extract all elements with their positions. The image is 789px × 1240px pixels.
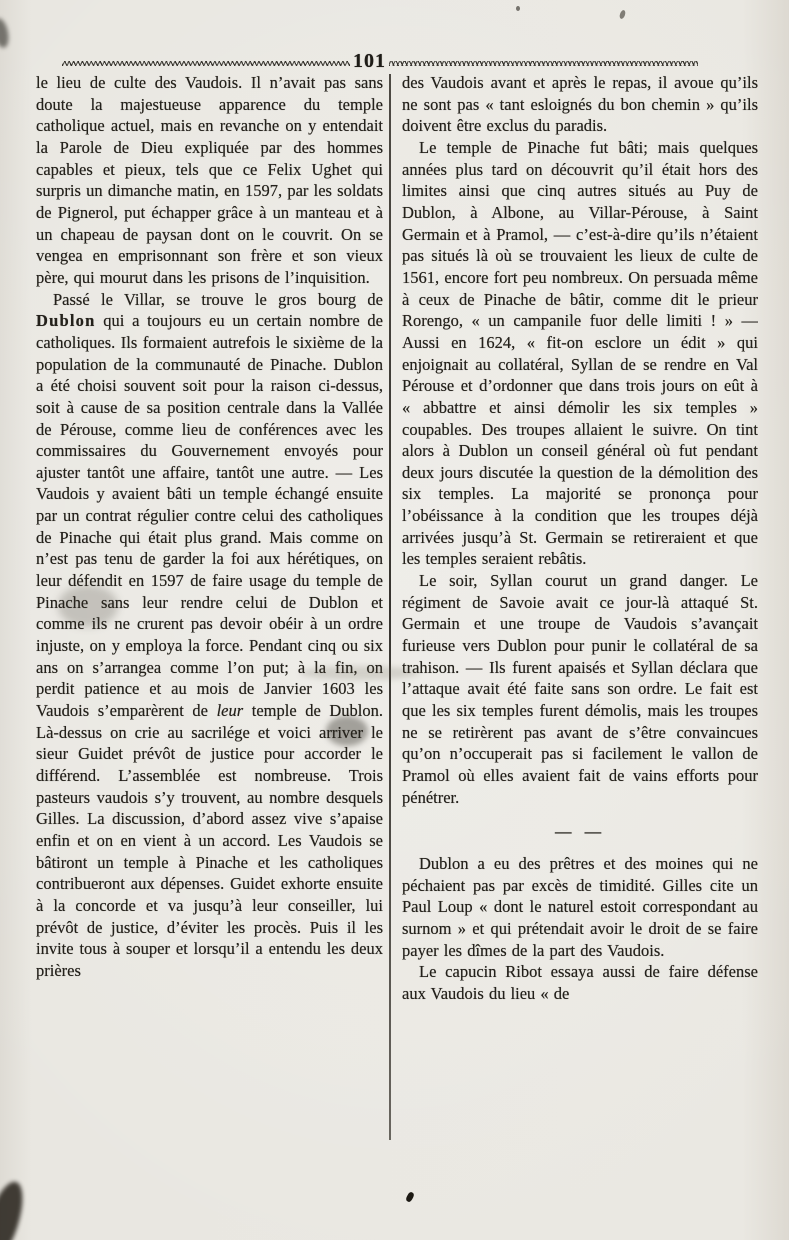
wavy-rule-left — [62, 61, 350, 66]
text-segment: temple de Dublon. Là-dessus on crie au sacrilége et voici arriver le sieur Guidet prévôt de justice pour accorder le différend. L’assemblée est nombreuse. Trois pasteurs vaudois s’y trouvent, au nombre desquels Gilles. La discussion, d’abord assez vive s’apaise enfin et on en vient à un accord. Les Vaudois se bâtiront un temple à Pinache et les catholiques contribueront aux dépenses. Guidet exhorte ensuite à la concorde et va jusqu’à leur conseiller, lui prévôt de justice, d’éviter les procès. Puis il les invite tous à souper et lorsqu’il a entendu les deux prières — [36, 701, 383, 980]
scan-corner-artifact — [0, 1177, 30, 1240]
text-segment: qui a toujours eu un certain nombre de catholiques. Ils formaient autrefois le sixième de la population de la communauté de Pinache. Dublon a été choisi souvent soit pour la raison ci-dessus, soit à cause de sa position centrale dans la Vallée de Pérouse, comme lieu de conférences avec les commissaires du Gouvernement envoyés pour ajuster tantôt une affaire, tantôt une autre. — Les Vaudois y avaient bâti un temple échangé ensuite par un contrat régulier contre celui des catholiques de Pinache qui était plus grand. Mais comme on n’est pas tenu de garder la foi aux hérétiques, on leur défendit en 1597 de faire usage du temple de Pinache sans leur rendre celui de Dublon et comme ils ne crurent pas devoir obéir à un ordre injuste, on y employa la force. Pendant cinq ou six ans on s’arrangea comme l’on put; à la fin, on perdit patience et au mois de Janvier 1603 les Vaudois s’emparèrent de — [36, 311, 383, 721]
paragraph-right-1: des Vaudois avant et après le repas, il avoue qu’ils ne sont pas « tant esloignés du bon chemin » qu’ils doivent être exclus du paradis. — [402, 73, 758, 136]
page-number: 101 — [353, 50, 386, 72]
section-divider-dashes: — — — [554, 822, 606, 842]
paragraph-left-2 — [36, 289, 383, 982]
paragraph-right-4: Dublon a eu des prêtres et des moines qui ne péchaient pas par excès de timidité. Gilles cite un Paul Loup « dont le naturel estoit correspondant au surnom » et qui prétendait avoir le droit de se faire payer les dîmes de la part des Vaudois. — [402, 853, 758, 960]
ink-speck — [516, 6, 520, 11]
right-column — [402, 72, 758, 1197]
text-segment: Passé le Villar, se trouve le gros bourg de — [53, 289, 383, 309]
column-divider-rule — [389, 74, 391, 1140]
scan-edge-artifact — [0, 17, 11, 49]
italic-word-leur: leur — [216, 701, 244, 721]
ink-speck — [619, 9, 627, 19]
paragraph-right-3: Le soir, Syllan courut un grand danger. Le régiment de Savoie avait ce jour-là attaqué St. Germain et une troupe de Vaudois s’avançait furieuse vers Dublon pour punir le collatéral de sa trahison. — Ils furent apaisés et Syllan déclara que l’attaque avait été faite sans son ordre. Le fait est que les six temples furent démolis, mais les troupes ne se retirèrent pas avant de s’être convaincues qu’on n’occuperait pas si facilement le vallon de Pramol où elles avaient fait de vains efforts pour pénétrer. — [402, 571, 758, 807]
paragraph-left-1: le lieu de culte des Vaudois. Il n’avait pas sans doute la majestueuse apparence du temple catholique actuel, mais en revanche on y entendait la Parole de Dieu expliquée par des hommes capables et pieux, tels que ce Felix Ughet qui surpris un dimanche matin, en 1597, par les soldats de Pignerol, put échapper grâce à un manteau et à un chapeau de paysan dont on le couvrit. On se vengea en emprisonnant son frère et son vieux père, qui mourut dans les prisons de l’inquisition. — [36, 73, 383, 287]
paragraph-right-2: Le temple de Pinache fut bâti; mais quelques années plus tard on découvrit qu’il était hors des limites ainsi que cinq autres situés au Puy de Dublon, à Albone, au Villar-Pérouse, à Saint Germain et à Pramol, — c’est-à-dire qu’ils n’étaient pas situés là où se trouvaient les lieux de culte de 1561, encore fort peu nombreux. On persuada même à ceux de Pinache de bâtir, comme dit le prieur Rorengo, « un campanile fuor delle limiti ! » — Aussi en 1624, « fit-on esclore un édit » qui enjoignait au collatéral, Syllan de se rendre en Val Pérouse et d’ordonner que dans trois jours on eût à « abbattre et ainsi démolir les six temples » coupables. Des troupes allaient le suivre. On tint alors à Dublon un conseil général où fut pendant deux jours discutée la question de la démolition des six temples. La majorité se prononça pour l’obéissance à la condition que les troupes déjà arrivées jusqu’à St. Germain se retireraient et que les temples seraient rebâtis. — [402, 137, 758, 569]
wavy-rule-right — [389, 61, 698, 66]
left-column — [36, 72, 383, 1152]
place-name-dublon-bold: Dublon — [36, 311, 96, 331]
paragraph-right-5: Le capucin Ribot essaya aussi de faire défense aux Vaudois du lieu « de — [402, 962, 758, 1003]
